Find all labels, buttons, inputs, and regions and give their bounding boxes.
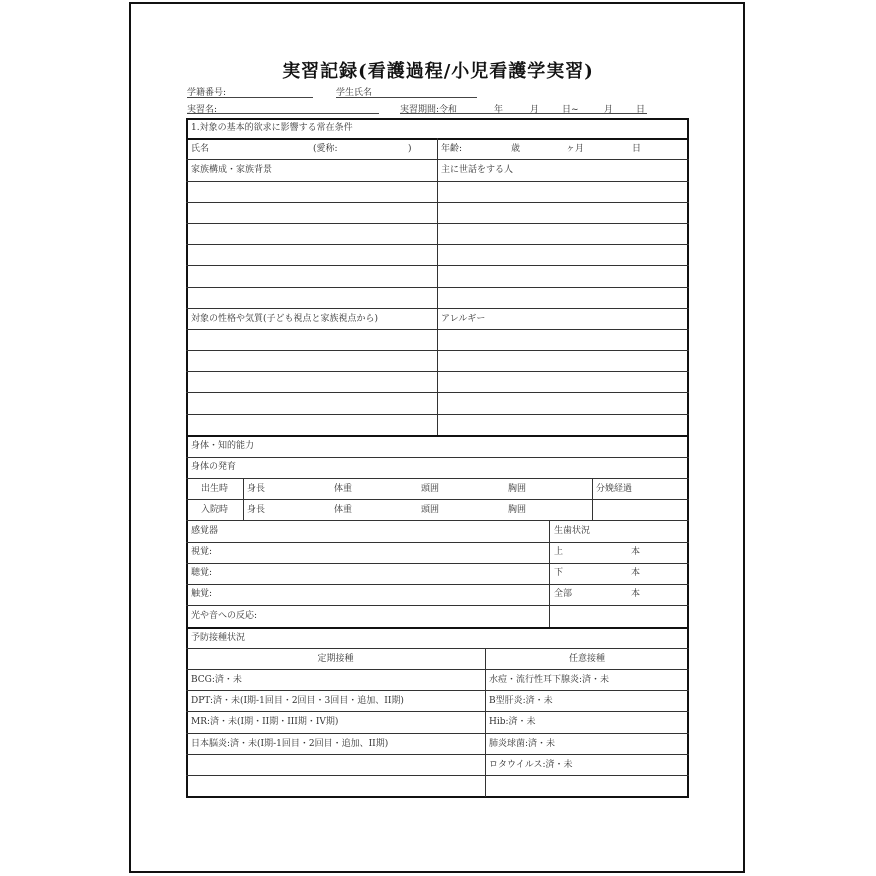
routine-item: BCG:済・未 xyxy=(191,675,242,685)
teeth-total-label: 全部 xyxy=(554,589,573,599)
section1-heading: 1.対象の基本的欲求に影響する常在条件 xyxy=(191,123,353,133)
period-month-to: 月 xyxy=(604,105,614,115)
age-label: 年齢: xyxy=(441,144,463,154)
hearing-label: 聴覚: xyxy=(191,568,213,578)
routine-header: 定期接種 xyxy=(317,654,354,664)
student-number-label: 学籍番号: xyxy=(187,88,227,98)
admission-label: 入院時 xyxy=(200,505,228,515)
birth-chest-label: 胸囲 xyxy=(508,484,527,494)
family-label: 家族構成・家族背景 xyxy=(191,165,273,175)
caregiver-label: 主に世話をする人 xyxy=(441,165,514,175)
nickname-label: (愛称: xyxy=(313,144,338,154)
teeth-label: 生歯状況 xyxy=(554,526,591,536)
admission-height-label: 身長 xyxy=(247,505,266,515)
admission-weight-label: 体重 xyxy=(334,505,353,515)
optional-item: 肺炎球菌:済・未 xyxy=(489,739,556,749)
teeth-upper-label: 上 xyxy=(554,547,564,557)
page-title: 実習記録(看護過程/小児看護学実習) xyxy=(282,61,594,82)
optional-item: 水痘・流行性耳下腺炎:済・未 xyxy=(489,675,610,685)
practice-name-line[interactable] xyxy=(187,113,379,114)
period-month: 月 xyxy=(530,105,540,115)
teeth-lower-unit: 本 xyxy=(631,568,641,578)
age-months: ヶ月 xyxy=(566,144,585,154)
practice-name-label: 実習名: xyxy=(187,105,218,115)
vaccination-heading: 予防接種状況 xyxy=(191,633,246,643)
birth-head-label: 頭囲 xyxy=(421,484,440,494)
sensory-label: 感覚器 xyxy=(191,526,219,536)
routine-item: DPT:済・未(I期-1回目・2回目・3回目・追加、II期) xyxy=(191,696,404,706)
physical-heading: 身体・知的能力 xyxy=(191,441,255,451)
optional-item: B型肝炎:済・未 xyxy=(489,696,553,706)
personality-label: 対象の性格や気質(子ども視点と家族視点から) xyxy=(191,314,379,324)
admission-chest-label: 胸囲 xyxy=(508,505,527,515)
delivery-label: 分娩経過 xyxy=(596,484,633,494)
teeth-lower-label: 下 xyxy=(554,568,564,578)
period-day-to: 日 xyxy=(636,105,646,115)
teeth-upper-unit: 本 xyxy=(631,547,641,557)
birth-height-label: 身長 xyxy=(247,484,266,494)
allergy-label: アレルギー xyxy=(441,314,486,324)
vision-label: 視覚: xyxy=(191,547,213,557)
nickname-close: ) xyxy=(408,144,412,154)
optional-item: Hib:済・未 xyxy=(489,717,536,727)
routine-item: 日本脳炎:済・未(I期-1回目・2回目・追加、II期) xyxy=(191,739,389,749)
student-name-label: 学生氏名 xyxy=(336,88,373,98)
name-label: 氏名 xyxy=(191,144,210,154)
touch-label: 触覚: xyxy=(191,589,213,599)
period-line[interactable] xyxy=(400,113,647,114)
student-number-line[interactable] xyxy=(187,97,313,98)
period-year: 年 xyxy=(494,105,504,115)
optional-header: 任意接種 xyxy=(568,654,605,664)
routine-item: MR:済・未(I期・II期・III期・IV期) xyxy=(191,717,339,727)
period-day-from: 日~ xyxy=(562,105,579,115)
light-sound-label: 光や音への反応: xyxy=(191,611,258,621)
student-name-line[interactable] xyxy=(336,97,477,98)
birth-weight-label: 体重 xyxy=(334,484,353,494)
birth-label: 出生時 xyxy=(200,484,228,494)
age-years: 歳 xyxy=(511,144,521,154)
optional-item: ロタウイルス:済・未 xyxy=(489,760,573,770)
admission-head-label: 頭囲 xyxy=(421,505,440,515)
teeth-total-unit: 本 xyxy=(631,589,641,599)
growth-label: 身体の発育 xyxy=(191,462,237,472)
period-label: 実習期間:令和 xyxy=(400,105,458,115)
age-days: 日 xyxy=(632,144,642,154)
